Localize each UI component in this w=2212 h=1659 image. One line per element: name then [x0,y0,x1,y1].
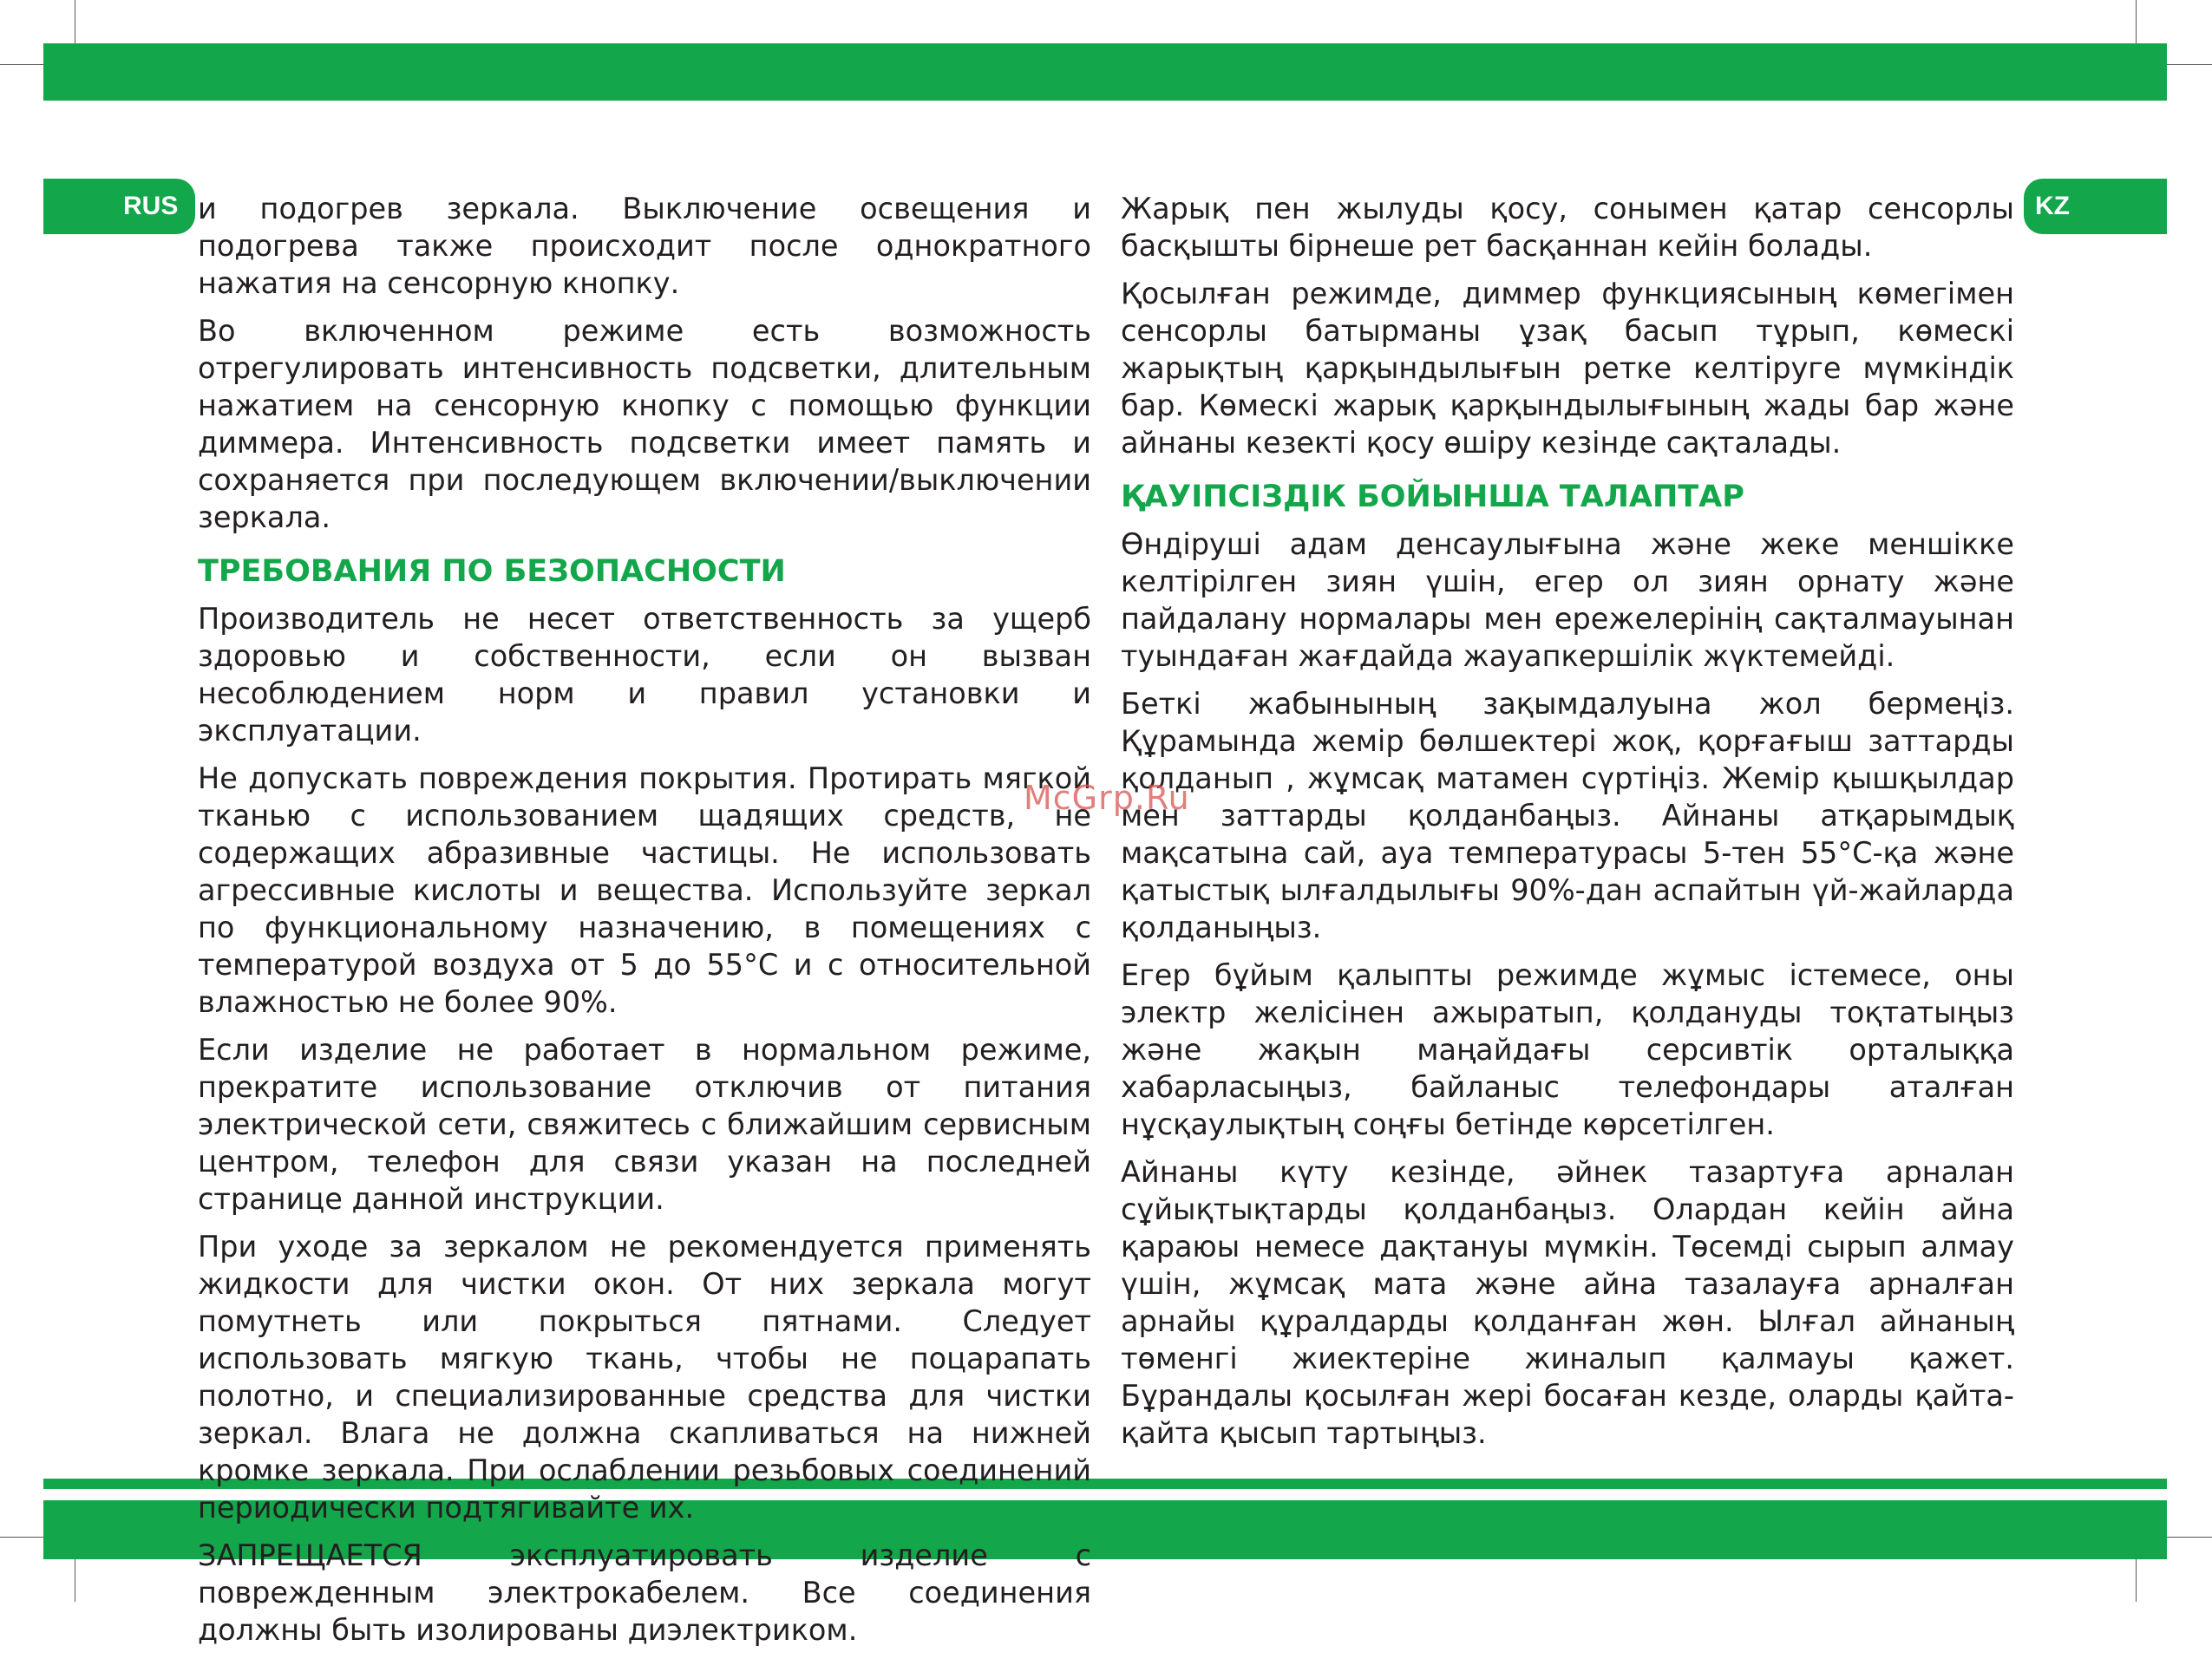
rus-section-heading: ТРЕБОВАНИЯ ПО БЕЗОПАСНОСТИ [198,554,786,589]
kz-body-paragraph: Егер бұйым қалыпты режимде жұмыс істемесе, оны электр желісінен ажыратып, қолдануды тоқтатыңыз және жақын маңайдағы серсивтік орталыққа хабарласыңыз, байланыс телефондары аталған нұсқаулықтың соңғы бетінде көрсетілген. [1121,958,2014,1141]
language-tab-rus [43,179,195,234]
rus-body-paragraph: ЗАПРЕЩАЕТСЯ эксплуатировать изделие с поврежденным электрокабелем. Все соединения должны быть изолированы диэлектриком. [198,1538,1091,1647]
crop-mark [2136,1559,2137,1602]
kz-body-paragraph: Айнаны күту кезінде, әйнек тазартуға арналан сұйықтықтарды қолданбаңыз. Олардан кейін айна қараюы немесе дақтануы мүмкін. Төсемді сырып алмау үшін, жұмсақ мата және айна тазалауға арналған арнайы құралдарды қолданған жөн. Ылғал айнаның төменгі жиектеріне жиналып қалмауы қажет. Бұрандалы қосылған жері босаған кезде, оларды қайта-қайта қысып тартыңыз. [1121,1155,2014,1450]
rus-intro-paragraph: и подогрев зеркала. Выключение освещения и подогрева также происходит после однократного нажатия на сенсорную кнопку. [198,192,1091,300]
kazakh-column [1121,190,2014,1462]
rus-body-paragraph: Производитель не несет ответственность за ущерб здоровью и собственности, если он вызван несоблюдением норм и правил установки и эксплуатации. [198,602,1091,748]
rus-body-paragraph: Если изделие не работает в нормальном режиме, прекратите использование отключив от питания электрической сети, свяжитесь с ближайшим сервисным центром, телефон для связи указан на последней странице данной инструкции. [198,1033,1091,1216]
kz-section-heading: ҚАУІПСІЗДІК БОЙЫНША ТАЛАПТАР [1121,480,1744,514]
crop-mark [2167,1537,2212,1538]
crop-mark [0,1537,43,1538]
rus-intro-paragraph: Во включенном режиме есть возможность отрегулировать интенсивность подсветки, длительным нажатием на сенсорную кнопку с помощью функции диммера. Интенсивность подсветки имеет память и сохраняется при последующем включении/выключении зеркала. [198,314,1091,534]
top-green-band [43,43,2167,101]
language-tab-rus-label: RUS [123,192,179,220]
rus-body-paragraph: При уходе за зеркалом не рекомендуется применять жидкости для чистки окон. От них зеркала могут помутнеть или покрыться пятнами. Следует использовать мягкую ткань, чтобы не поцарапать полотно, и специализированные средства для чистки зеркал. Влага не должна скапливаться на нижней кромке зеркала. При ослаблении резьбовых соединений периодически подтягивайте их. [198,1230,1091,1525]
crop-mark [2167,64,2212,65]
kz-body-paragraph: Беткі жабынының зақымдалуына жол бермеңіз. Құрамында жемір бөлшектері жоқ, қорғағыш заттарды қолданып , жұмсақ матамен сүртіңіз. Жемір қышқылдар мен заттарды қолданбаңыз. Айнаны атқарымдық мақсатына сай, ауа температурасы 5-тен 55°С-қа және қатыстық ылғалдылығы 90%-дан аспайтын үй-жайларда қолданыңыз. [1121,687,2014,944]
kz-intro-paragraph: Қосылған режимде, диммер функциясының көмегімен сенсорлы батырманы ұзақ басып тұрып, көмескі жарықтың қарқындылығын ретке келтіруге мүмкіндік бар. Көмескі жарық қарқындылығының жады бар және айнаны кезекті қосу өшіру кезінде сақталады. [1121,277,2014,460]
crop-mark [2136,0,2137,43]
russian-column [198,190,1091,1659]
rus-body-paragraph: Не допускать повреждения покрытия. Протирать мягкой тканью с использованием щадящих средств, не содержащих абразивные частицы. Не использовать агрессивные кислоты и вещества. Используйте зеркал по функциональному назначению, в помещениях с температурой воздуха от 5 до 55°С и с относительной влажностью не более 90%. [198,761,1091,1019]
crop-mark [0,64,43,65]
watermark: McGrp.Ru [1024,779,1190,817]
kz-body-paragraph: Өндіруші адам денсаулығына және жеке меншікке келтірілген зиян үшін, егер ол зиян орнату және пайдалану нормалары мен ережелерінің сақталмауынан туындаған жағдайда жауапкершілік жүктемейді. [1121,527,2014,673]
language-tab-kz [2024,179,2167,234]
kz-intro-paragraph: Жарық пен жылуды қосу, сонымен қатар сенсорлы басқышты бірнеше рет басқаннан кейін болады. [1121,192,2014,263]
language-tab-kz-label: KZ [2035,192,2070,220]
